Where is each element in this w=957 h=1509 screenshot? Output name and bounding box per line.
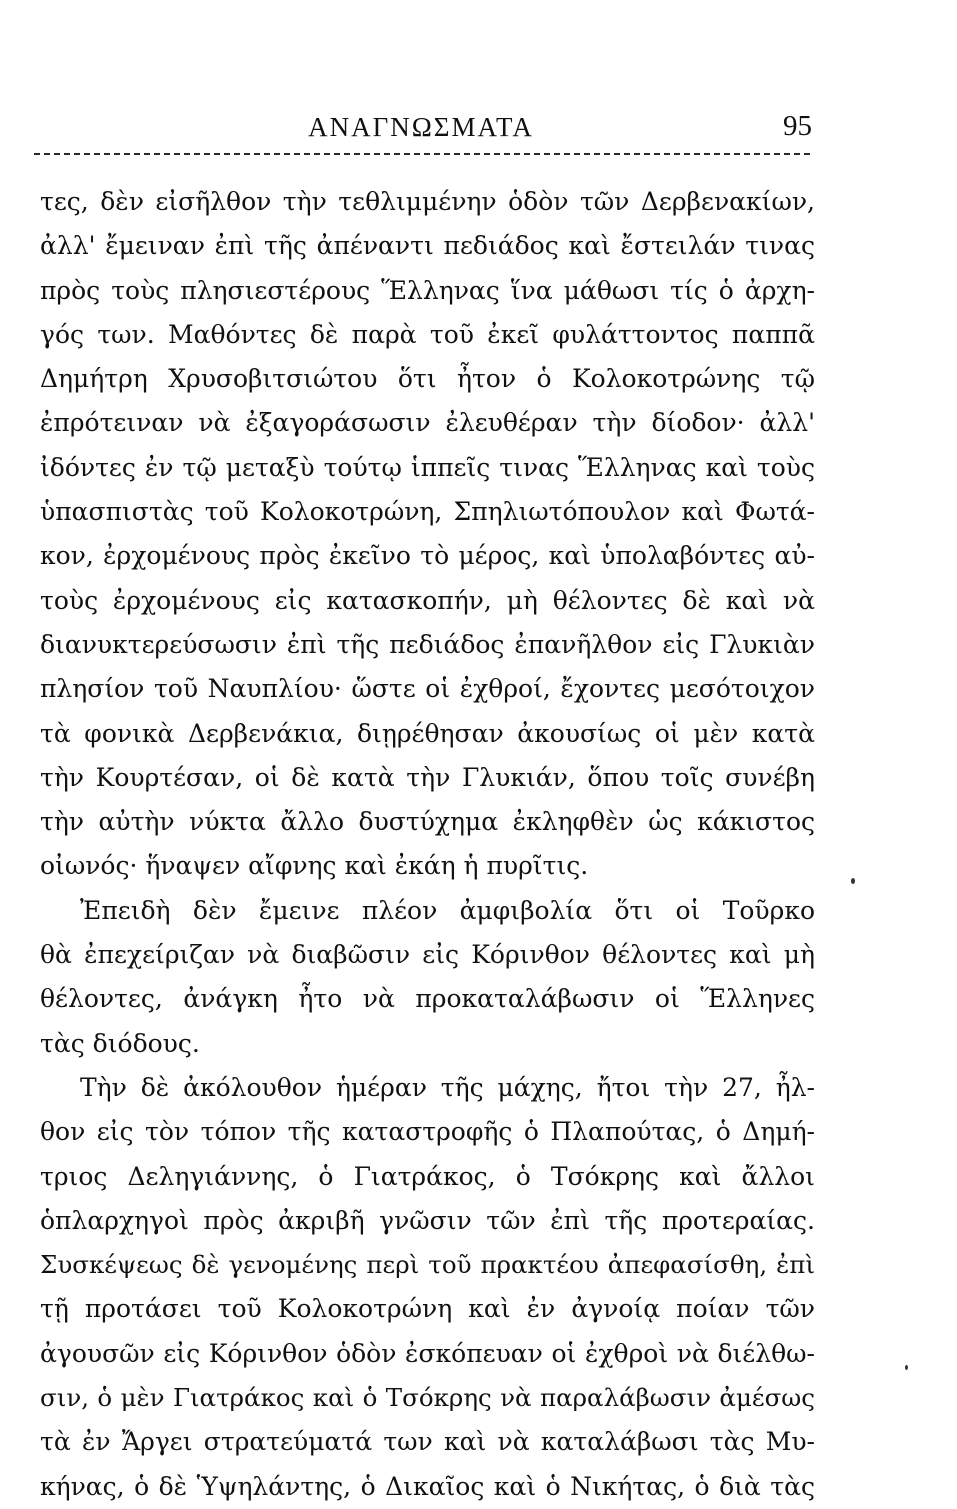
- body-text: [40, 180, 815, 1509]
- text-line: θον εἰς τὸν τόπον τῆς καταστροφῆς ὁ Πλαπούτας, ὁ Δημή-: [40, 1117, 815, 1147]
- text-line: ὑπασπιστὰς τοῦ Κολοκοτρώνη, Σπηλιωτόπουλον καὶ Φωτά-: [40, 497, 815, 527]
- text-line: Τὴν δὲ ἀκόλουθον ἡμέραν τῆς μάχης, ἤτοι τὴν 27, ἦλ-: [80, 1072, 815, 1102]
- text-line: ἰδόντες ἐν τῷ μεταξὺ τούτῳ ἱππεῖς τινας Ἕλληνας καὶ τοὺς: [40, 452, 815, 482]
- ink-speck: [905, 1365, 908, 1370]
- text-line: τὴν Κουρτέσαν, οἱ δὲ κατὰ τὴν Γλυκιάν, ὅπου τοῖς συνέβη: [40, 762, 815, 792]
- page-number: 95: [783, 110, 812, 142]
- text-line: τῇ προτάσει τοῦ Κολοκοτρώνη καὶ ἐν ἀγνοίᾳ ποίαν τῶν: [40, 1294, 815, 1324]
- text-line: κήνας, ὁ δὲ Ὑψηλάντης, ὁ Δικαῖος καὶ ὁ Νικήτας, ὁ διὰ τὰς: [40, 1471, 815, 1501]
- text-line: κον, ἐρχομένους πρὸς ἐκεῖνο τὸ μέρος, καὶ ὑπολαβόντες αὐ-: [40, 541, 815, 571]
- running-head: ΑΝΑΓΝΩΣΜΑΤΑ: [308, 112, 534, 142]
- text-line: ἐπρότειναν νὰ ἐξαγοράσωσιν ἐλευθέραν τὴν δίοδον· ἀλλ': [40, 408, 815, 438]
- text-line: γός των. Μαθόντες δὲ παρὰ τοῦ ἐκεῖ φυλάττοντος παππᾶ: [40, 319, 815, 349]
- text-line: διανυκτερεύσωσιν ἐπὶ τῆς πεδιάδος ἐπανῆλθον εἰς Γλυκιὰν: [40, 629, 815, 659]
- text-line: τὴν αὐτὴν νύκτα ἄλλο δυστύχημα ἐκληφθὲν ὡς κάκιστος: [40, 807, 815, 837]
- text-line: τὰ φονικὰ Δερβενάκια, διῃρέθησαν ἀκουσίως οἱ μὲν κατὰ: [40, 718, 815, 748]
- text-line: πλησίον τοῦ Ναυπλίου· ὥστε οἱ ἐχθροί, ἔχοντες μεσότοιχον: [40, 674, 815, 704]
- page-header: [30, 108, 812, 152]
- text-line: τες, δὲν εἰσῆλθον τὴν τεθλιμμένην ὁδὸν τῶν Δερβενακίων,: [40, 187, 815, 216]
- ink-speck: [851, 878, 855, 884]
- text-line: οἰωνός· ἥναψεν αἴφνης καὶ ἐκάη ἡ πυρῖτις.: [40, 851, 589, 881]
- text-line: τοὺς ἐρχομένους εἰς κατασκοπήν, μὴ θέλοντες δὲ καὶ νὰ: [40, 585, 815, 615]
- text-line: τριος Δεληγιάννης, ὁ Γιατράκος, ὁ Τσόκρης καὶ ἄλλοι: [40, 1161, 815, 1191]
- text-line: ὁπλαρχηγοὶ πρὸς ἀκριβῆ γνῶσιν τῶν ἐπὶ τῆς προτεραίας.: [40, 1205, 815, 1235]
- text-line: Ἐπειδὴ δὲν ἔμεινε πλέον ἀμφιβολία ὅτι οἱ Τοῦρκο: [80, 895, 815, 925]
- text-line: Δημήτρη Χρυσοβιτσιώτου ὅτι ἦτον ὁ Κολοκοτρώνης τῷ: [40, 364, 815, 394]
- text-line: τὰ ἐν Ἄργει στρατεύματά των καὶ νὰ καταλάβωσι τὰς Μυ-: [40, 1427, 815, 1457]
- text-line: θέλοντες, ἀνάγκη ἦτο νὰ προκαταλάβωσιν οἱ Ἕλληνες: [40, 984, 815, 1014]
- text-line: πρὸς τοὺς πλησιεστέρους Ἕλληνας ἵνα μάθωσι τίς ὁ ἀρχη-: [40, 275, 815, 305]
- text-line: ἀγουσῶν εἰς Κόρινθον ὁδὸν ἐσκόπευαν οἱ ἐχθροὶ νὰ διέλθω-: [40, 1338, 815, 1368]
- text-line: Συσκέψεως δὲ γενομένης περὶ τοῦ πρακτέου ἀπεφασίσθη, ἐπὶ: [40, 1250, 815, 1280]
- text-line: τὰς διόδους.: [40, 1028, 200, 1058]
- header-rule: [34, 153, 810, 155]
- text-line: θὰ ἐπεχείριζαν νὰ διαβῶσιν εἰς Κόρινθον θέλοντες καὶ μὴ: [40, 940, 815, 970]
- text-line: σιν, ὁ μὲν Γιατράκος καὶ ὁ Τσόκρης νὰ παραλάβωσιν ἀμέσως: [40, 1383, 815, 1413]
- text-line: ἀλλ' ἔμειναν ἐπὶ τῆς ἀπέναντι πεδιάδος καὶ ἔστειλάν τινας: [40, 231, 815, 261]
